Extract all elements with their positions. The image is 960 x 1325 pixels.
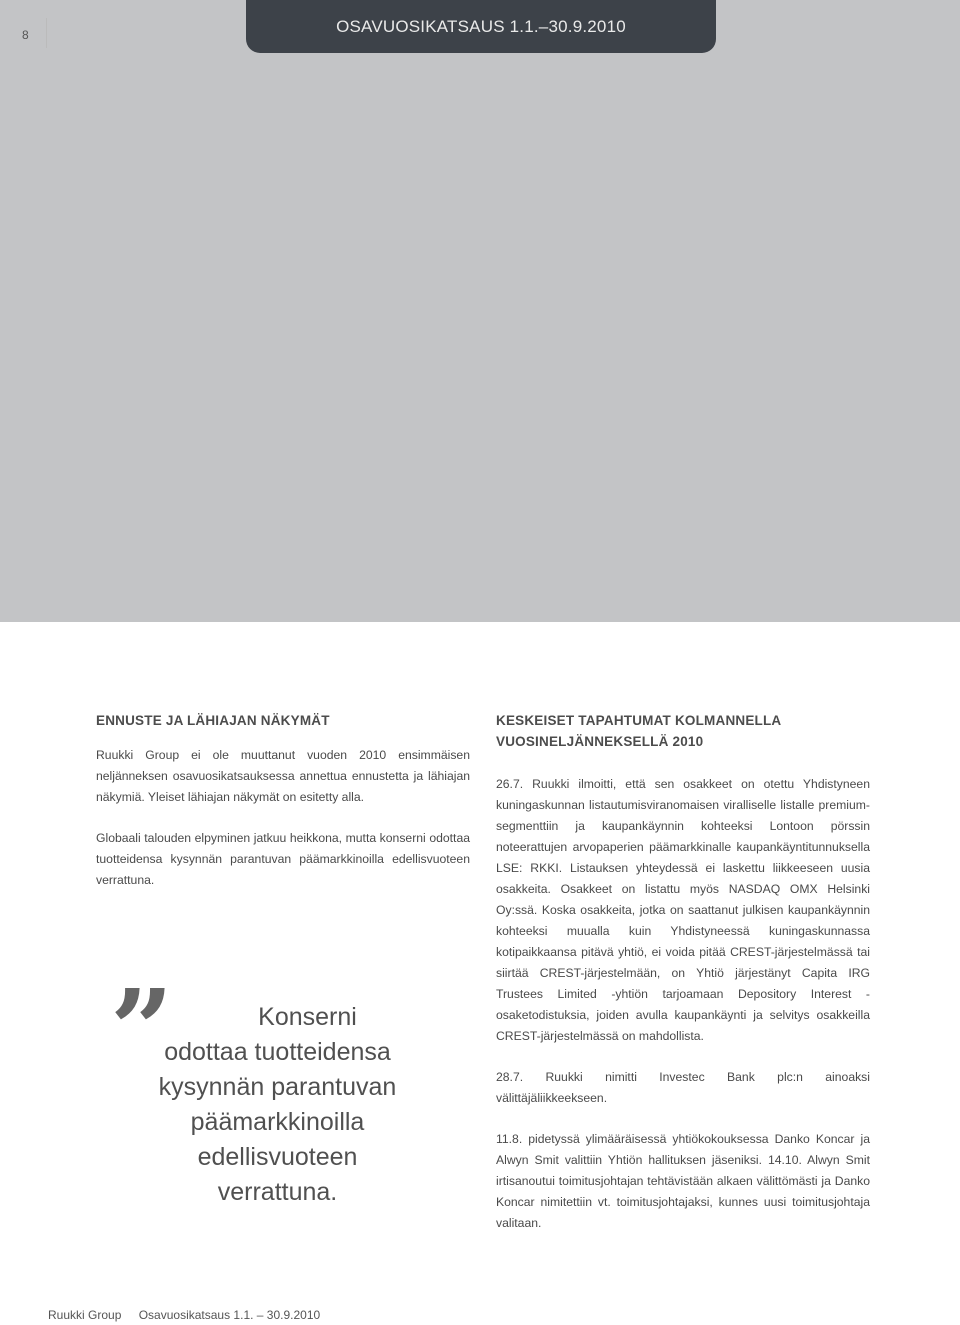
report-title: OSAVUOSIKATSAUS 1.1.–30.9.2010 bbox=[336, 16, 626, 36]
key-event-board: 11.8. pidetyssä ylimääräisessä yhtiökokouksessa Danko Koncar ja Alwyn Smit valittiin Yhtiön hallituksen jäseniksi. 14.10. Alwyn Smit irtisanoutui toimitusjohtajan tehtävistään alkaen välittömästi ja Danko Koncar nimitettiin vt. toimitusjohtajaksi, kunnes uusi toimitusjohtaja valitaan. bbox=[496, 1132, 870, 1230]
header-divider bbox=[46, 18, 47, 48]
outlook-heading: ENNUSTE JA LÄHIAJAN NÄKYMÄT bbox=[96, 713, 330, 728]
key-events-heading: KESKEISET TAPAHTUMAT KOLMANNELLA VUOSINELJÄNNEKSELLÄ 2010 bbox=[496, 713, 781, 749]
footer-report: Osavuosikatsaus 1.1. – 30.9.2010 bbox=[138, 1308, 321, 1322]
outlook-paragraph-2: Globaali talouden elpyminen jatkuu heikkona, mutta konserni odottaa tuotteidensa kysynnän parantuvan päämarkkinoilla edellisvuoteen verrattuna. bbox=[96, 831, 470, 887]
footer-company: Ruukki Group bbox=[48, 1308, 122, 1322]
key-event-listing: 26.7. Ruukki ilmoitti, että sen osakkeet on otettu Yhdistyneen kuningaskunnan listautumisviranomaisen viralliselle listalle premium-segmenttiin ja kaupankäynnin kohteeksi Lontoon pörssin noteerattujen arvopaperien päämarkkinalle kaupankäyntitunnuksella LSE: RKKI. Listauksen yhteydessä ei laskettu liikkeeseen uusia osakkeita. Osakkeet on listattu myös NASDAQ OMX Helsinki Oy:ssä. Koska osakkeita, jotka on saattanut julkisen kaupankäynnin kohteeksi muualla kuin Yhdistyneessä kuningaskunnassa kotipaikkaansa pitävä yhtiö, ei voida pitää CREST-järjestelmässä tai siirtää CREST-järjestelmään, on Yhtiö järjestänyt Capita IRG Trustees Limited -yhtiön tarjoamaan Depository Interest -osaketodistuksia, joiden avulla kaupankäynti ja selvitys osakkeilla CREST-järjestelmässä on mahdollista. bbox=[496, 777, 870, 1043]
quote-mark-icon: ” bbox=[110, 965, 174, 1094]
page-footer bbox=[48, 1308, 334, 1322]
page-number: 8 bbox=[22, 28, 29, 42]
photo-placeholder bbox=[0, 0, 960, 622]
pull-quote-first-line: Konserni bbox=[258, 1003, 357, 1031]
outlook-section bbox=[96, 710, 470, 911]
outlook-paragraph-1: Ruukki Group ei ole muuttanut vuoden 2010 ensimmäisen neljänneksen osavuosikatsauksessa annettua ennustetta ja lähiajan näkymiä. Yleiset lähiajan näkymät on esitetty alla. bbox=[96, 748, 470, 804]
pull-quote-rest: odottaa tuotteidensa kysynnän parantuvan päämarkkinoilla edellisvuoteen verrattuna. bbox=[158, 1038, 397, 1206]
key-event-broker: 28.7. Ruukki nimitti Investec Bank plc:n ainoaksi välittäjäliikkeekseen. bbox=[496, 1070, 870, 1105]
key-events-section bbox=[496, 710, 870, 1254]
pull-quote bbox=[140, 1000, 415, 1210]
report-title-tab bbox=[246, 0, 716, 53]
